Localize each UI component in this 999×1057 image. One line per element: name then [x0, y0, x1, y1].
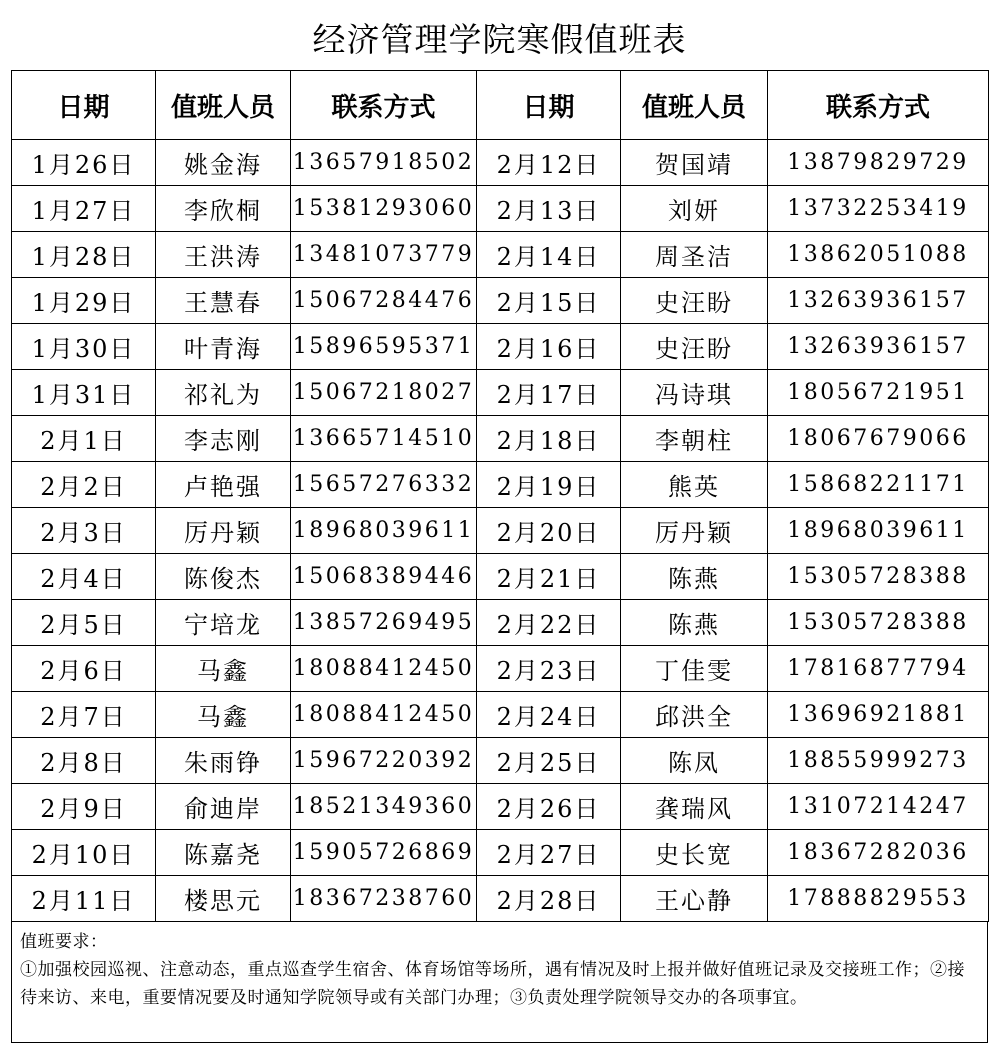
cell-phone-left: 15967220392	[291, 738, 477, 784]
cell-date-left: 1月26日	[12, 140, 156, 186]
cell-date-left: 1月30日	[12, 324, 156, 370]
cell-date-right: 2月14日	[477, 232, 621, 278]
cell-date-right: 2月22日	[477, 600, 621, 646]
table-row	[12, 232, 989, 278]
cell-date-left: 1月31日	[12, 370, 156, 416]
cell-phone-right: 13879829729	[768, 140, 989, 186]
cell-staff-left: 陈嘉尧	[156, 830, 291, 876]
cell-phone-left: 13657918502	[291, 140, 477, 186]
header-date-left: 日期	[12, 71, 156, 140]
cell-staff-left: 叶青海	[156, 324, 291, 370]
table-row	[12, 140, 989, 186]
cell-date-left: 2月3日	[12, 508, 156, 554]
table-row	[12, 646, 989, 692]
cell-date-left: 2月11日	[12, 876, 156, 922]
cell-phone-right: 17888829553	[768, 876, 989, 922]
cell-staff-left: 朱雨铮	[156, 738, 291, 784]
roster-body	[12, 140, 989, 922]
cell-staff-left: 陈俊杰	[156, 554, 291, 600]
cell-phone-left: 15657276332	[291, 462, 477, 508]
cell-date-right: 2月19日	[477, 462, 621, 508]
cell-phone-right: 18367282036	[768, 830, 989, 876]
table-row	[12, 508, 989, 554]
cell-phone-right: 13263936157	[768, 278, 989, 324]
cell-date-right: 2月20日	[477, 508, 621, 554]
cell-date-left: 2月5日	[12, 600, 156, 646]
cell-staff-left: 李志刚	[156, 416, 291, 462]
requirements-heading: 值班要求：	[20, 932, 108, 952]
cell-phone-left: 13481073779	[291, 232, 477, 278]
cell-phone-right: 18968039611	[768, 508, 989, 554]
cell-phone-right: 13263936157	[768, 324, 989, 370]
cell-staff-left: 李欣桐	[156, 186, 291, 232]
cell-phone-left: 18968039611	[291, 508, 477, 554]
header-contact-right: 联系方式	[768, 71, 989, 140]
cell-phone-right: 15305728388	[768, 554, 989, 600]
cell-date-left: 2月10日	[12, 830, 156, 876]
cell-date-left: 1月27日	[12, 186, 156, 232]
cell-staff-right: 丁佳雯	[621, 646, 768, 692]
cell-date-left: 1月29日	[12, 278, 156, 324]
cell-phone-left: 18521349360	[291, 784, 477, 830]
cell-date-right: 2月17日	[477, 370, 621, 416]
cell-date-right: 2月26日	[477, 784, 621, 830]
cell-date-right: 2月23日	[477, 646, 621, 692]
cell-staff-right: 史长宽	[621, 830, 768, 876]
cell-staff-right: 厉丹颖	[621, 508, 768, 554]
cell-phone-right: 18855999273	[768, 738, 989, 784]
cell-phone-left: 18367238760	[291, 876, 477, 922]
cell-phone-left: 13857269495	[291, 600, 477, 646]
cell-phone-left: 15905726869	[291, 830, 477, 876]
cell-date-right: 2月21日	[477, 554, 621, 600]
cell-staff-right: 熊英	[621, 462, 768, 508]
cell-staff-left: 王洪涛	[156, 232, 291, 278]
cell-phone-right: 15305728388	[768, 600, 989, 646]
page-title: 经济管理学院寒假值班表	[312, 20, 687, 59]
cell-date-left: 2月1日	[12, 416, 156, 462]
cell-date-right: 2月24日	[477, 692, 621, 738]
cell-staff-right: 陈燕	[621, 600, 768, 646]
table-row	[12, 324, 989, 370]
cell-staff-right: 史汪盼	[621, 324, 768, 370]
table-row	[12, 738, 989, 784]
cell-date-left: 2月4日	[12, 554, 156, 600]
table-row	[12, 554, 989, 600]
cell-date-left: 1月28日	[12, 232, 156, 278]
cell-staff-right: 龚瑞风	[621, 784, 768, 830]
cell-staff-right: 贺国靖	[621, 140, 768, 186]
table-row	[12, 278, 989, 324]
cell-staff-left: 厉丹颖	[156, 508, 291, 554]
cell-phone-right: 13862051088	[768, 232, 989, 278]
table-row	[12, 692, 989, 738]
cell-staff-right: 冯诗琪	[621, 370, 768, 416]
header-contact-left: 联系方式	[291, 71, 477, 140]
cell-phone-right: 17816877794	[768, 646, 989, 692]
cell-date-right: 2月27日	[477, 830, 621, 876]
cell-date-left: 2月9日	[12, 784, 156, 830]
cell-staff-left: 姚金海	[156, 140, 291, 186]
cell-staff-left: 马鑫	[156, 692, 291, 738]
duty-table	[11, 70, 989, 922]
cell-phone-right: 13696921881	[768, 692, 989, 738]
cell-phone-left: 15068389446	[291, 554, 477, 600]
cell-date-right: 2月13日	[477, 186, 621, 232]
cell-staff-left: 宁培龙	[156, 600, 291, 646]
duty-roster-sheet	[11, 0, 988, 1043]
cell-phone-left: 15896595371	[291, 324, 477, 370]
cell-staff-left: 楼思元	[156, 876, 291, 922]
cell-phone-left: 18088412450	[291, 692, 477, 738]
header-staff-left: 值班人员	[156, 71, 291, 140]
cell-phone-right: 18067679066	[768, 416, 989, 462]
cell-date-right: 2月25日	[477, 738, 621, 784]
table-row	[12, 416, 989, 462]
cell-date-left: 2月7日	[12, 692, 156, 738]
header-date-right: 日期	[477, 71, 621, 140]
cell-phone-left: 15067218027	[291, 370, 477, 416]
cell-date-right: 2月16日	[477, 324, 621, 370]
cell-date-left: 2月8日	[12, 738, 156, 784]
cell-phone-left: 13665714510	[291, 416, 477, 462]
table-row	[12, 370, 989, 416]
cell-staff-left: 马鑫	[156, 646, 291, 692]
header-staff-right: 值班人员	[621, 71, 768, 140]
cell-phone-left: 18088412450	[291, 646, 477, 692]
cell-date-right: 2月18日	[477, 416, 621, 462]
cell-staff-right: 陈燕	[621, 554, 768, 600]
cell-phone-left: 15067284476	[291, 278, 477, 324]
cell-phone-left: 15381293060	[291, 186, 477, 232]
cell-staff-right: 史汪盼	[621, 278, 768, 324]
cell-staff-right: 邱洪全	[621, 692, 768, 738]
cell-staff-left: 王慧春	[156, 278, 291, 324]
cell-staff-right: 刘妍	[621, 186, 768, 232]
table-row	[12, 186, 989, 232]
cell-date-right: 2月28日	[477, 876, 621, 922]
cell-staff-left: 俞迪岸	[156, 784, 291, 830]
cell-date-left: 2月6日	[12, 646, 156, 692]
cell-phone-right: 15868221171	[768, 462, 989, 508]
cell-date-right: 2月12日	[477, 140, 621, 186]
cell-date-right: 2月15日	[477, 278, 621, 324]
cell-staff-right: 陈凤	[621, 738, 768, 784]
table-row	[12, 830, 989, 876]
duty-requirements	[11, 922, 988, 1043]
header-row	[12, 71, 989, 140]
cell-date-left: 2月2日	[12, 462, 156, 508]
table-row	[12, 784, 989, 830]
cell-staff-right: 周圣洁	[621, 232, 768, 278]
cell-phone-right: 13107214247	[768, 784, 989, 830]
cell-staff-left: 祁礼为	[156, 370, 291, 416]
table-row	[12, 600, 989, 646]
table-row	[12, 876, 989, 922]
table-row	[12, 462, 989, 508]
cell-staff-right: 李朝柱	[621, 416, 768, 462]
cell-staff-left: 卢艳强	[156, 462, 291, 508]
cell-phone-right: 18056721951	[768, 370, 989, 416]
requirements-text: ①加强校园巡视、注意动态，重点巡查学生宿舍、体育场馆等场所，遇有情况及时上报并做好值班记录及交接班工作；②接待来访、来电，重要情况要及时通知学院领导或有关部门办理；③负责处理学院领导交办的各项事宜。	[20, 960, 965, 1008]
cell-staff-right: 王心静	[621, 876, 768, 922]
cell-phone-right: 13732253419	[768, 186, 989, 232]
